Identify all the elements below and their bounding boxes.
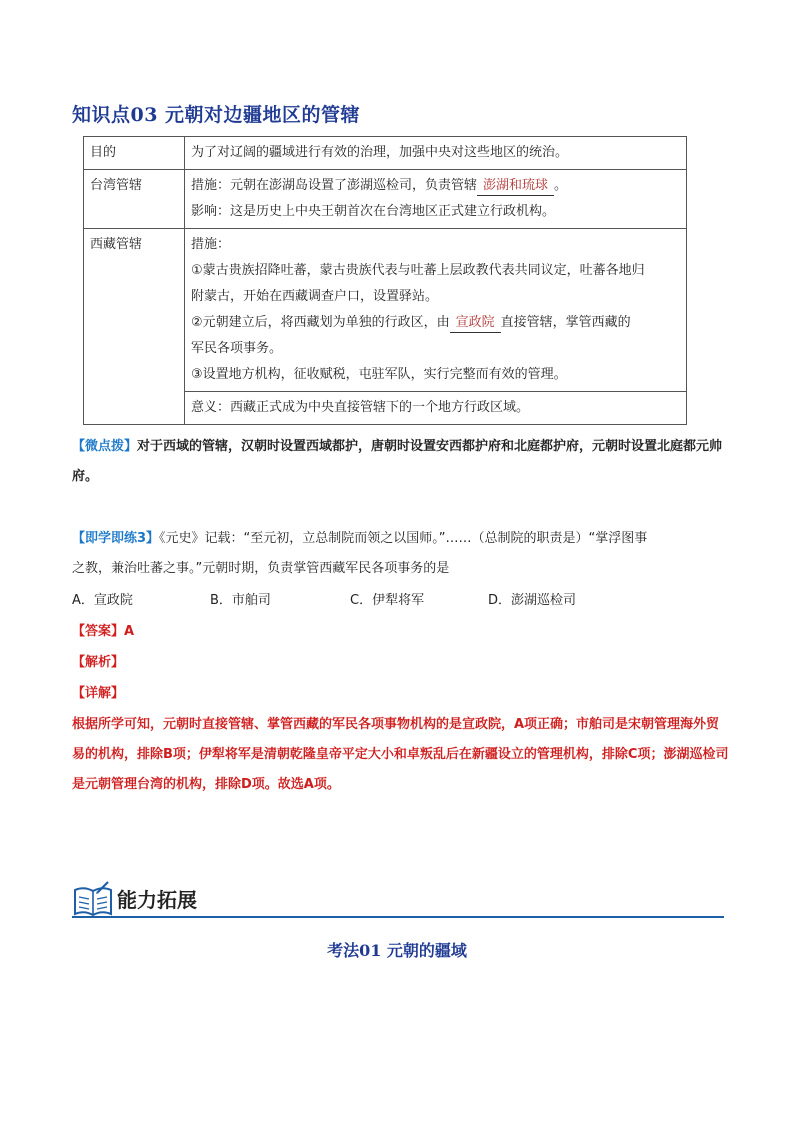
answer-blank-xuanzhengyuan: 宣政院 [450,314,501,333]
table-row [84,229,687,392]
practice-options [72,586,732,616]
answer-value: A [124,624,135,639]
knowledge-point-heading: 知识点03 元朝对边疆地区的管辖 [72,104,361,126]
analysis-label: 【解析】 [72,655,125,670]
row-text-taiwan: 措施：元朝在澎湖岛设置了澎湖巡检司，负责管辖 澎湖和琉球 。 影响：这是历史上中央王朝首次在台湾地区正式建立行政机构。 [185,170,687,229]
option-b: B．市舶司 [210,593,271,608]
row-label-purpose: 目的 [84,137,185,170]
method-subheading: 考法01 元朝的疆域 [327,941,467,960]
answer-blank-penghu: 澎湖和琉球 [477,177,554,196]
row-text-tibet: 措施： ①蒙古贵族招降吐蕃，蒙古贵族代表与吐蕃上层政教代表共同议定，吐蕃各地归 附蒙古，开始在西藏调查户口，设置驿站。 ②元朝建立后，将西藏划为单独的行政区，由 宣政院 直接管辖，掌管西藏的 军民各项事务。 ③设置地方机构，征收赋税，屯驻军队，实行完整而有效的管理。 [185,229,687,392]
detail-label: 【详解】 [72,686,125,701]
option-c: C．伊犁将军 [350,593,425,608]
tip-label: 【微点拨】 [72,439,138,454]
answer-line: 【答案】A [72,624,135,639]
tip-text: 对于西域的管辖，汉朝时设置西域都护，唐朝时设置安西都护府和北庭都护府，元朝时设置北庭都元帅府。 [72,439,723,484]
row-text-significance: 意义：西藏正式成为中央直接管辖下的一个地方行政区域。 [185,392,687,425]
section-divider [72,916,724,918]
table-row [84,137,687,170]
table-row [84,170,687,229]
tip-paragraph [72,432,732,492]
section-title: 能力拓展 [117,888,197,912]
practice-question: 【即学即练3】《元史》记载：“至元初，立总制院而领之以国师。”……（总制院的职责是）“掌浮图事 之教，兼治吐蕃之事。”元朝时期，负责掌管西藏军民各项事务的是 [72,531,648,576]
option-d: D．澎湖巡检司 [488,593,577,608]
detail-text: 根据所学可知，元朝时直接管辖、掌管西藏的军民各项事物机构的是宣政院，A项正确；市舶司是宋朝管理海外贸易的机构，排除B项；伊犁将军是清朝乾隆皇帝平定大小和卓叛乱后在新疆设立的管理机构，排除C项；澎湖巡检司是元朝管理台湾的机构，排除D项。故选A项。 [72,717,729,792]
row-text-purpose: 为了对辽阔的疆域进行有效的治理，加强中央对这些地区的统治。 [185,137,687,170]
row-label-taiwan: 台湾管辖 [84,170,185,229]
row-label-tibet: 西藏管辖 [84,229,185,425]
option-a: A．宣政院 [72,593,133,608]
knowledge-table [83,136,687,425]
open-book-icon [72,880,114,918]
practice-label: 【即学即练3】 [72,531,160,546]
